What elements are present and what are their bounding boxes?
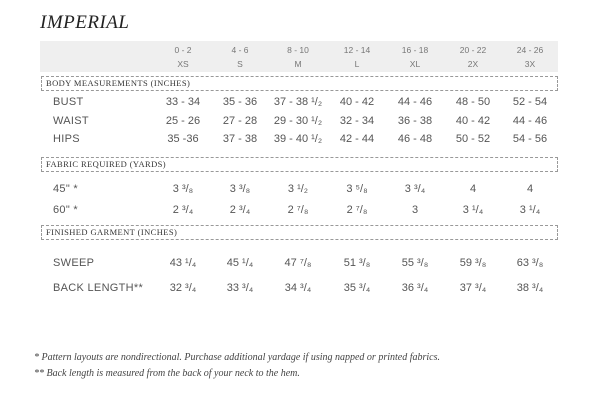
section-header-body-measurements bbox=[41, 76, 558, 91]
row-label-hips: HIPS bbox=[53, 133, 80, 145]
table-cell: 3 ⁵/₈ bbox=[346, 183, 368, 195]
table-cell: 36 - 38 bbox=[397, 115, 433, 127]
footnote-nondirectional: * Pattern layouts are nondirectional. Purchase additional yardage if using napped or printed fabrics. bbox=[34, 352, 440, 363]
table-cell: 36 ³/₄ bbox=[401, 282, 429, 294]
table-cell: 44 - 46 bbox=[397, 96, 433, 108]
table-cell: 37 - 38 ¹/₂ bbox=[273, 96, 323, 108]
table-cell: 55 ³/₈ bbox=[401, 257, 429, 269]
size-range: 24 - 26 bbox=[516, 45, 544, 55]
footnote-back-length: ** Back length is measured from the back of your neck to the hem. bbox=[34, 368, 300, 379]
row-label-sweep: SWEEP bbox=[53, 257, 95, 269]
section-header-finished-garment bbox=[41, 225, 558, 240]
size-range: 4 - 6 bbox=[231, 45, 249, 55]
table-cell: 3 ¹/₄ bbox=[519, 204, 541, 216]
section-label: FINISHED GARMENT (INCHES) bbox=[46, 227, 178, 237]
size-code: 2X bbox=[467, 59, 479, 69]
row-label-waist: WAIST bbox=[53, 115, 89, 127]
table-cell: 46 - 48 bbox=[397, 133, 433, 145]
table-cell: 34 ³/₄ bbox=[284, 282, 312, 294]
table-cell: 3 ³/₈ bbox=[229, 183, 251, 195]
table-cell: 2 ⁷/₈ bbox=[287, 204, 309, 216]
table-cell: 32 - 34 bbox=[339, 115, 375, 127]
size-code: L bbox=[354, 59, 360, 69]
size-range: 0 - 2 bbox=[174, 45, 192, 55]
table-cell: 59 ³/₈ bbox=[459, 257, 487, 269]
table-cell: 2 ³/₄ bbox=[229, 204, 251, 216]
table-cell: 3 ³/₄ bbox=[404, 183, 426, 195]
table-cell: 38 ³/₄ bbox=[516, 282, 544, 294]
table-cell: 40 - 42 bbox=[339, 96, 375, 108]
table-cell: 4 bbox=[526, 183, 534, 195]
table-cell: 35 -36 bbox=[167, 133, 199, 145]
table-cell: 35 ³/₄ bbox=[343, 282, 371, 294]
table-cell: 2 ³/₄ bbox=[172, 204, 194, 216]
table-cell: 33 ³/₄ bbox=[226, 282, 254, 294]
table-cell: 39 - 40 ¹/₂ bbox=[273, 133, 323, 145]
row-label-bust: BUST bbox=[53, 96, 84, 108]
table-cell: 33 - 34 bbox=[165, 96, 201, 108]
section-header-fabric-required bbox=[41, 157, 558, 172]
table-cell: 3 bbox=[411, 204, 419, 216]
table-cell: 2 ⁷/₈ bbox=[346, 204, 368, 216]
table-cell: 50 - 52 bbox=[455, 133, 491, 145]
table-cell: 40 - 42 bbox=[455, 115, 491, 127]
row-label-45: 45" * bbox=[53, 183, 78, 195]
table-cell: 3 ¹/₄ bbox=[462, 204, 484, 216]
table-cell: 44 - 46 bbox=[512, 115, 548, 127]
table-cell: 63 ³/₈ bbox=[516, 257, 544, 269]
table-cell: 29 - 30 ¹/₂ bbox=[273, 115, 323, 127]
table-cell: 27 - 28 bbox=[222, 115, 258, 127]
table-cell: 47 ⁷/₈ bbox=[284, 257, 312, 269]
size-range: 16 - 18 bbox=[401, 45, 429, 55]
size-code: M bbox=[294, 59, 302, 69]
row-label-back-length: BACK LENGTH** bbox=[53, 282, 144, 294]
size-range: 12 - 14 bbox=[343, 45, 371, 55]
row-label-60: 60" * bbox=[53, 204, 78, 216]
table-cell: 42 - 44 bbox=[339, 133, 375, 145]
table-cell: 43 ¹/₄ bbox=[169, 257, 197, 269]
size-code: S bbox=[237, 59, 243, 69]
table-cell: 51 ³/₈ bbox=[343, 257, 371, 269]
table-cell: 45 ¹/₄ bbox=[226, 257, 254, 269]
table-cell: 35 - 36 bbox=[222, 96, 258, 108]
table-cell: 4 bbox=[469, 183, 477, 195]
section-label: BODY MEASUREMENTS (INCHES) bbox=[46, 78, 191, 88]
table-cell: 52 - 54 bbox=[512, 96, 548, 108]
table-cell: 54 - 56 bbox=[512, 133, 548, 145]
table-cell: 3 ¹/₂ bbox=[287, 183, 309, 195]
size-code: XL bbox=[409, 59, 421, 69]
table-cell: 37 - 38 bbox=[222, 133, 258, 145]
size-range: 8 - 10 bbox=[287, 45, 309, 55]
size-code: XS bbox=[177, 59, 189, 69]
page-title: IMPERIAL bbox=[40, 12, 130, 33]
size-code: 3X bbox=[524, 59, 536, 69]
table-cell: 3 ³/₈ bbox=[172, 183, 194, 195]
table-cell: 32 ³/₄ bbox=[169, 282, 197, 294]
table-cell: 25 - 26 bbox=[165, 115, 201, 127]
table-cell: 37 ³/₄ bbox=[459, 282, 487, 294]
section-label: FABRIC REQUIRED (YARDS) bbox=[46, 159, 167, 169]
size-range: 20 - 22 bbox=[459, 45, 487, 55]
table-cell: 48 - 50 bbox=[455, 96, 491, 108]
